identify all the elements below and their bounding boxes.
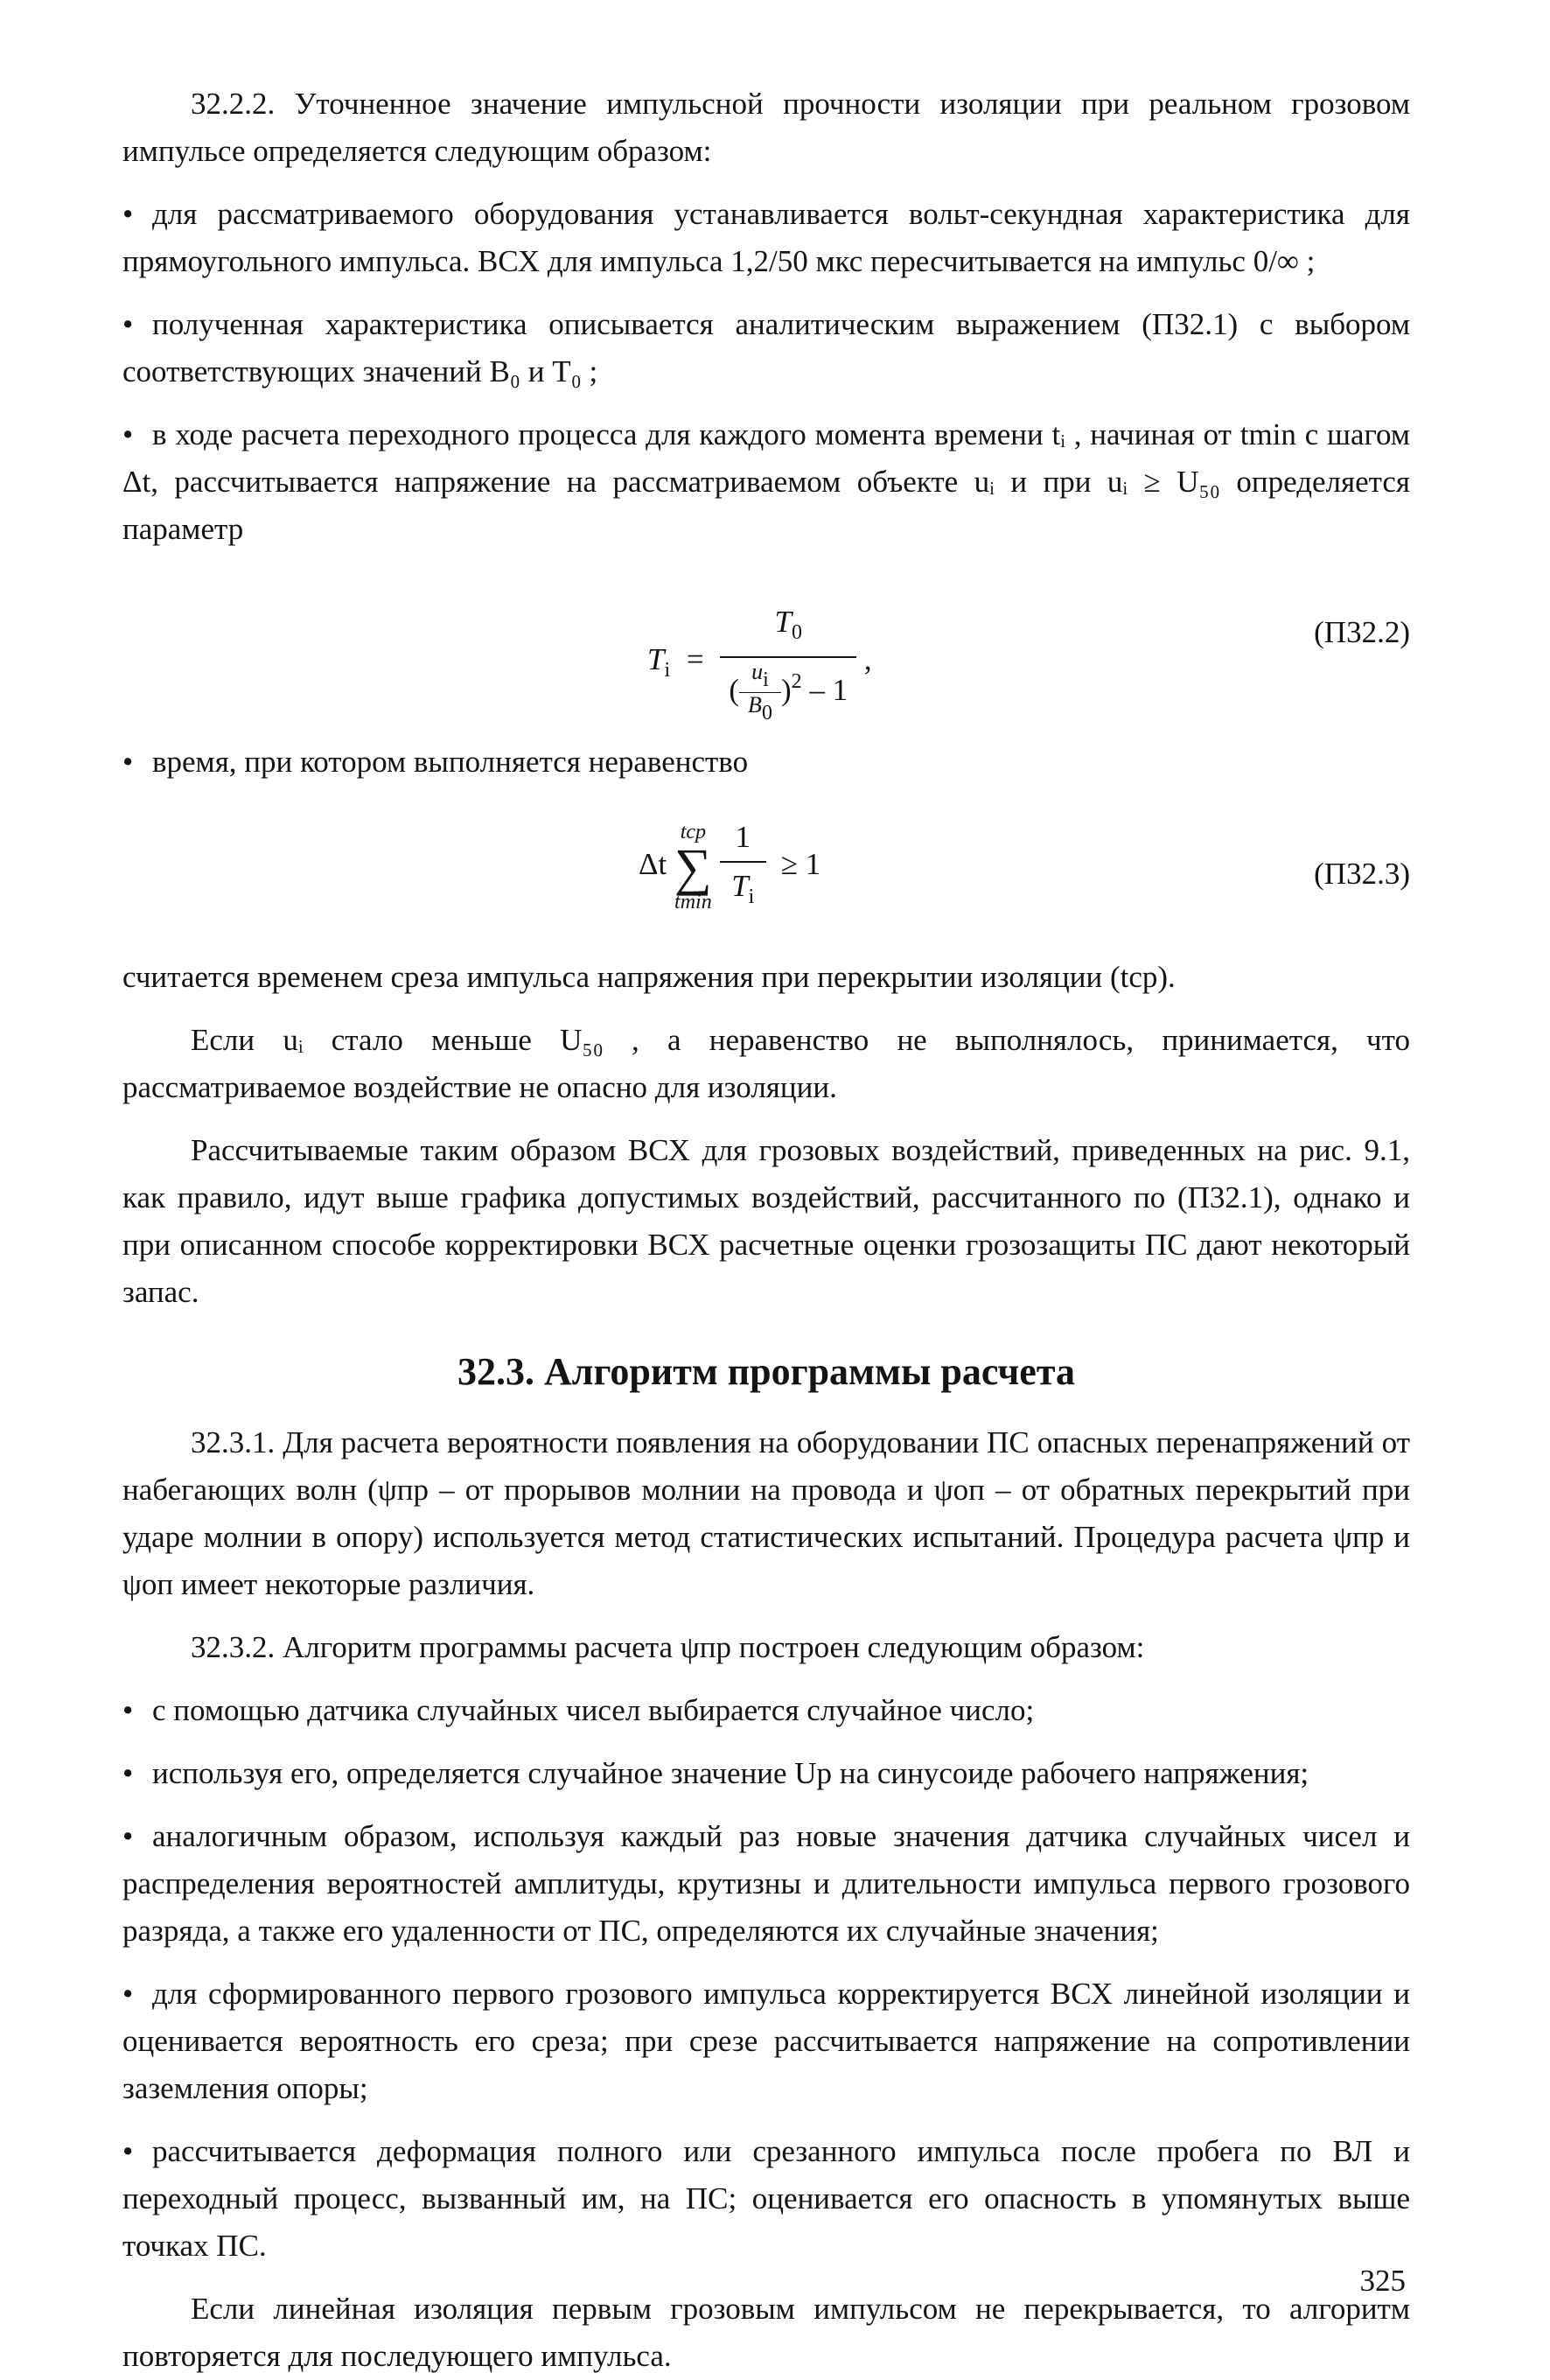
bullet-item-6	[122, 1750, 1410, 1797]
bullet-item-7	[122, 1813, 1410, 1955]
formula2-denominator	[720, 863, 767, 920]
sum-upper-limit: tср	[680, 821, 707, 844]
den-u: u	[751, 659, 764, 685]
den-b-sub: 0	[761, 702, 772, 725]
formula-lhs-sub: i	[664, 658, 671, 682]
page-number: 325	[1359, 2264, 1406, 2298]
den-minus-one: – 1	[801, 673, 848, 707]
bullet-text-2: полученная характеристика описывается аналитическим выражением (П32.1) с выбором соответствующих значений B₀ и T₀ ;	[122, 307, 1410, 388]
bullet-item-8	[122, 1970, 1410, 2112]
formula-body-2	[639, 814, 820, 920]
bullet-dot: •	[122, 197, 134, 231]
bullet-text-3: в ходе расчета переходного процесса для каждого момента времени tᵢ , начиная от tmin с шагом Δt, рассчитывается напряжение на рассматриваемом объекте uᵢ и при uᵢ ≥ U₅₀ определяется параметр	[122, 417, 1410, 546]
bullet-dot: •	[122, 745, 134, 779]
den-inner-num	[739, 660, 781, 693]
bullet-dot: •	[122, 2134, 134, 2168]
equation-number-p32-2: (П32.2)	[1314, 615, 1410, 649]
formula-numerator	[720, 598, 856, 658]
formula-body	[647, 598, 872, 725]
den-b: B	[748, 692, 762, 718]
formula-denominator	[720, 658, 856, 725]
paragraph-32-3-2: 32.3.2. Алгоритм программы расчета ψпр построен следующим образом:	[191, 1630, 1145, 1664]
den-power: 2	[791, 670, 802, 693]
formula2-delta-t: Δt	[639, 847, 667, 882]
formula-comma: ,	[863, 641, 872, 676]
bullet-text-4: время, при котором выполняется неравенство	[152, 745, 749, 779]
formula-equals: =	[686, 641, 704, 676]
paragraph-repeat: Если линейная изоляция первым грозовым импульсом не перекрывается, то алгоритм повторяется для последующего импульса.	[122, 2292, 1410, 2373]
section-title: 32.3. Алгоритм программы расчета	[457, 1350, 1075, 1393]
bullet-dot: •	[122, 307, 134, 341]
formula-fraction	[720, 598, 856, 725]
formula2-fraction	[720, 814, 767, 920]
bullet-dot: •	[122, 1756, 134, 1790]
den-u-sub: i	[763, 668, 769, 692]
bullet-dot: •	[122, 1977, 134, 2011]
formula2-numerator: 1	[720, 814, 767, 863]
paragraph-not-dangerous: Если uᵢ стало меньше U₅₀ , а неравенство не выполнялось, принимается, что рассматриваемое воздействие не опасно для изоляции.	[122, 1023, 1410, 1104]
bullet-text-6: используя его, определяется случайное значение Uр на синусоиде рабочего напряжения;	[152, 1756, 1309, 1790]
equation-number-p32-3: (П32.3)	[1314, 857, 1410, 891]
bullet-item-1	[122, 191, 1410, 285]
formula-p32-2	[122, 564, 1410, 730]
bullet-dot: •	[122, 1819, 134, 1853]
bullet-text-8: для сформированного первого грозового импульса корректируется ВСХ линейной изоляции и оценивается вероятность его среза; при срезе рассчитывается напряжение на сопротивлении заземления опоры;	[122, 1977, 1410, 2105]
bullet-text-9: рассчитывается деформация полного или срезанного импульса после пробега по ВЛ и переходный процесс, вызванный им, на ПС; оценивается его опасность в упомянутых выше точках ПС.	[122, 2134, 1410, 2263]
sum-lower-limit: tmin	[674, 891, 712, 914]
bullet-item-5	[122, 1687, 1410, 1734]
den-open-paren: (	[729, 673, 740, 707]
bullet-dot: •	[122, 417, 134, 452]
bullet-item-4	[122, 738, 1410, 786]
paragraph-32-2-2: 32.2.2. Уточненное значение импульсной прочности изоляции при реальном грозовом импульсе определяется следующим образом:	[122, 87, 1410, 168]
paragraph-cutoff-time: считается временем среза импульса напряжения при перекрытии изоляции (tср).	[122, 960, 1176, 994]
den-inner-fraction	[739, 660, 781, 725]
bullet-text-7: аналогичным образом, используя каждый раз новые значения датчика случайных чисел и распределения вероятностей амплитуды, крутизны и длительности импульса первого грозового разряда, а также его удаленности от ПС, определяются их случайные значения;	[122, 1819, 1410, 1948]
numerator-sub: 0	[791, 621, 802, 644]
summation	[674, 822, 712, 913]
den-close-paren: )	[780, 673, 792, 707]
bullet-item-2	[122, 301, 1410, 396]
paragraph-32-3-1: 32.3.1. Для расчета вероятности появления на оборудовании ПС опасных перенапряжений от набегающих волн (ψпр – от прорывов молнии на провода и ψоп – от обратных перекрытий при ударе молнии в опору) используется метод статистических испытаний. Процедура расчета ψпр и ψоп имеет некоторые различия.	[122, 1425, 1410, 1601]
bullet-item-9	[122, 2128, 1410, 2270]
sigma-icon: ∑	[674, 838, 712, 896]
paragraph-vsh-estimates: Рассчитываемые таким образом ВСХ для грозовых воздействий, приведенных на рис. 9.1, как правило, идут выше графика допустимых воздействий, рассчитанного по (П32.1), однако и при описанном способе корректировки ВСХ расчетные оценки грозозащиты ПС дают некоторый запас.	[122, 1133, 1410, 1309]
bullet-dot: •	[122, 1693, 134, 1727]
bullet-text-5: с помощью датчика случайных чисел выбирается случайное число;	[152, 1693, 1035, 1727]
formula-lhs: T	[647, 641, 665, 676]
den-inner-den	[739, 693, 781, 725]
formula2-inequality: ≥ 1	[780, 847, 821, 882]
formula2-den-sub: i	[748, 886, 755, 908]
bullet-item-3	[122, 411, 1410, 553]
numerator-symbol: T	[774, 605, 792, 639]
bullet-text-1: для рассматриваемого оборудования устанавливается вольт-секундная характеристика для прямоугольного импульса. ВСХ для импульса 1,2/50 мкс пересчитывается на импульс 0/∞ ;	[122, 197, 1410, 278]
formula-p32-3	[122, 796, 1410, 945]
formula2-den-symbol: T	[731, 869, 749, 903]
